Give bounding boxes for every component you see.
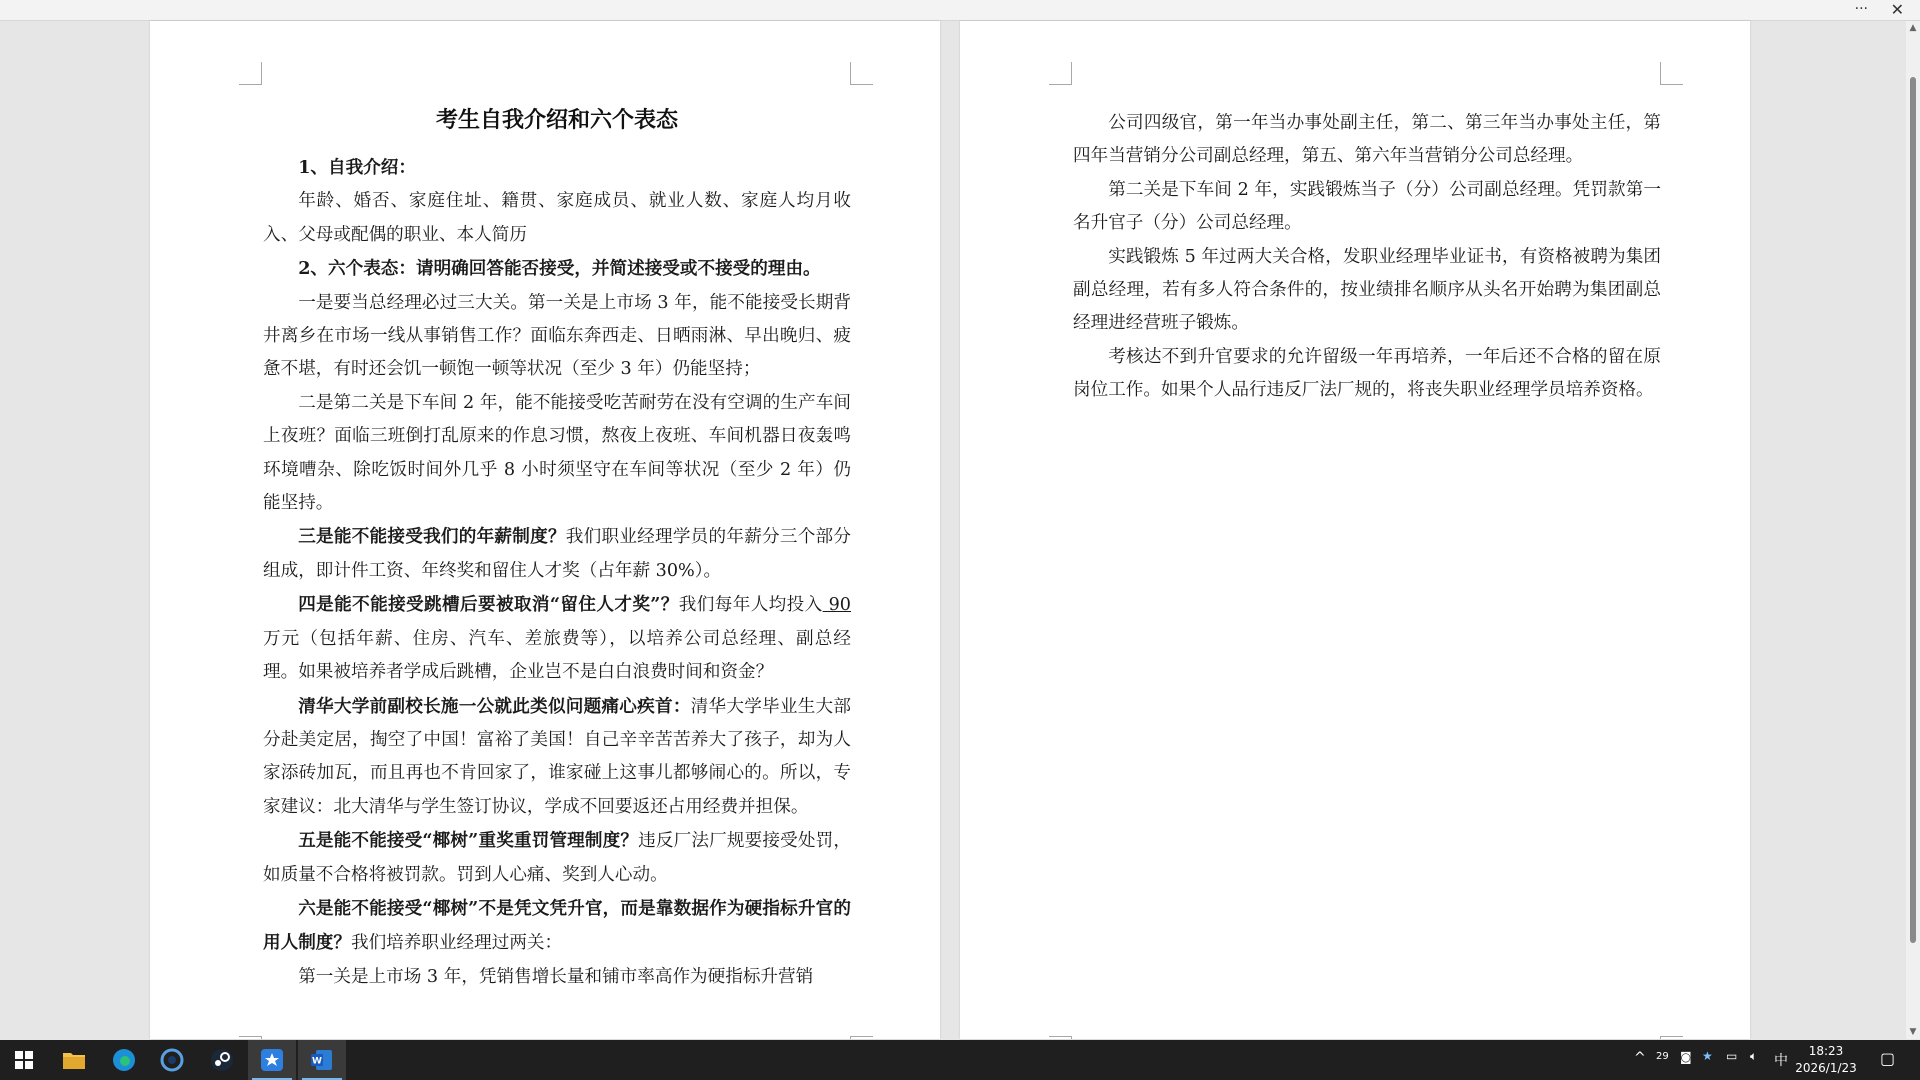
text-run: 二是第二关是下车间 2 年，能不能接受吃苦耐劳在没有空调的生产车间上夜班？面临三班倒打乱原来的作息习惯，熬夜上夜班、车间机器日夜轰鸣环境嘈杂、除吃饭时间外几乎 8 小时须坚守在车间等状况（至少 2 年）仍能坚持。: [263, 392, 851, 514]
tray-overflow-chevron-icon[interactable]: ^: [1634, 1050, 1646, 1066]
folder-icon: [62, 1050, 86, 1070]
paragraph: [263, 961, 851, 994]
text-run: 1、自我介绍：: [298, 157, 416, 178]
taskbar-steam[interactable]: [198, 1040, 246, 1080]
paragraph: [1073, 241, 1661, 341]
text-run: 违反厂法厂规要接受处罚，如质量不合格将被罚款。罚到人心痛、奖到人心动。: [263, 831, 851, 885]
page-corner-mark: [1660, 1036, 1683, 1039]
taskbar-word[interactable]: [298, 1040, 346, 1080]
edge-browser-icon: [112, 1048, 136, 1072]
paragraph: [1073, 107, 1661, 174]
page-corner-mark: [850, 1036, 873, 1039]
text-run: 五是能不能接受“椰树”重奖重罚管理制度？: [298, 830, 639, 852]
volume-icon[interactable]: 🔈︎: [1750, 1049, 1758, 1063]
text-run: 我们职业经理学员的年薪分三个部分组成，即计件工资、年终奖和留住人才奖（占年薪 30%）。: [263, 527, 851, 581]
ime-indicator[interactable]: 中: [1774, 1053, 1788, 1069]
app-circle-icon: [160, 1048, 184, 1072]
text-run: 清华大学毕业生大部分赴美定居，掏空了中国！富裕了美国！自己辛辛苦苦养大了孩子，却为人家添砖加瓦，而且再也不肯回家了，谁家碰上这事儿都够闹心的。所以，专家建议：北大清华与学生签订协议，学成不回要返还占用经费并担保。: [263, 696, 851, 817]
text-run: 年龄、婚否、家庭住址、籍贯、家庭成员、就业人数、家庭人均月收入、父母或配偶的职业、本人简历: [263, 191, 851, 245]
taskbar-app-star[interactable]: [248, 1040, 296, 1080]
paragraph: [263, 387, 851, 521]
windows-logo-icon: [15, 1051, 33, 1069]
paragraph: [263, 151, 851, 185]
paragraph: [1073, 174, 1661, 241]
paragraph: [1073, 341, 1661, 408]
close-icon[interactable]: ✕: [1890, 0, 1904, 19]
text-run: 四是能不能接受跳槽后要被取消“留住人才奖”？: [298, 594, 679, 616]
taskbar-file-explorer[interactable]: [50, 1040, 98, 1080]
paragraph: [263, 287, 851, 387]
clock-time: 18:23: [1808, 1044, 1844, 1058]
tray-badge[interactable]: 29: [1656, 1051, 1669, 1062]
text-run: 清华大学前副校长施一公就此类似问题痛心疾首：: [298, 695, 691, 717]
vertical-scrollbar[interactable]: [1906, 21, 1920, 1039]
notification-center-icon[interactable]: ▢: [1880, 1049, 1896, 1068]
start-button[interactable]: [0, 1040, 48, 1080]
tray-app-icon[interactable]: ◙: [1680, 1050, 1692, 1064]
word-icon: [310, 1048, 334, 1072]
page-1-body: [263, 85, 851, 994]
paragraph: [263, 824, 851, 892]
text-run: 考核达不到升官要求的允许留级一年再培养，一年后还不合格的留在原岗位工作。如果个人品行违反厂法厂规的，将丧失职业经理学员培养资格。: [1073, 346, 1661, 401]
page-corner-mark: [1660, 62, 1683, 85]
document-page-1: [150, 21, 940, 1039]
document-page-2: [960, 21, 1750, 1039]
network-icon[interactable]: ▭: [1726, 1049, 1738, 1063]
page-corner-mark: [239, 1036, 262, 1039]
text-run: 实践锻炼 5 年过两大关合格，发职业经理毕业证书，有资格被聘为集团副总经理，若有多人符合条件的，按业绩排名顺序从头名开始聘为集团副总经理进经营班子锻炼。: [1073, 246, 1661, 334]
taskbar-edge[interactable]: [100, 1040, 148, 1080]
text-run: 2、六个表态：请明确回答能否接受，并简述接受或不接受的理由。: [298, 258, 821, 280]
taskbar: [0, 1040, 1920, 1080]
document-title: 考生自我介绍和六个表态: [435, 107, 678, 133]
text-run: 万元（包括年薪、住房、汽车、差旅费等），以培养公司总经理、副总经理。如果被培养者学成后跳槽，企业岂不是白白浪费时间和资金？: [263, 628, 851, 683]
text-run: 一是要当总经理必过三大关。第一关是上市场 3 年，能不能接受长期背井离乡在市场一线从事销售工作？面临东奔西走、日晒雨淋、早出晚归、疲惫不堪，有时还会饥一顿饱一顿等状况（至少 3 年）仍能坚持；: [263, 292, 851, 380]
steam-icon: [210, 1048, 234, 1072]
scroll-thumb[interactable]: [1910, 77, 1916, 943]
page-corner-mark: [239, 62, 262, 85]
text-run: 三是能不能接受我们的年薪制度？: [298, 526, 566, 548]
text-run: 90: [822, 595, 851, 616]
window-title-bar: [0, 0, 1920, 21]
tray-app-star-icon[interactable]: ★: [1702, 1049, 1713, 1063]
text-run: 我们培养职业经理过两关：: [350, 933, 563, 954]
page-corner-mark: [850, 62, 873, 85]
text-run: 第二关是下车间 2 年，实践锻炼当子（分）公司副总经理。凭罚款第一名升官子（分）公司总经理。: [1073, 179, 1661, 234]
app-star-icon: [260, 1048, 284, 1072]
more-options-icon[interactable]: ···: [1854, 1, 1868, 17]
page-2-body: [1073, 107, 1661, 408]
scroll-up-arrow-icon[interactable]: ▲: [1909, 23, 1917, 33]
text-run: 六是能不能接受“椰树”不是凭文凭升官，而是靠数据作为硬指标升官的用人制度？: [263, 897, 851, 954]
system-clock[interactable]: [1786, 1043, 1866, 1077]
paragraph: [263, 588, 851, 689]
page-corner-mark: [1049, 1036, 1072, 1039]
paragraph: [263, 185, 851, 252]
paragraph: [263, 252, 851, 286]
svg-text:W: W: [312, 1056, 322, 1067]
text-run: 我们每年人均投入: [678, 595, 823, 616]
taskbar-app-circle[interactable]: [148, 1040, 196, 1080]
paragraph: [263, 892, 851, 961]
text-run: 第一关是上市场 3 年，凭销售增长量和铺市率高作为硬指标升营销: [298, 966, 814, 987]
scroll-down-arrow-icon[interactable]: ▼: [1909, 1027, 1917, 1037]
text-run: 公司四级官，第一年当办事处副主任，第二、第三年当办事处主任，第四年当营销分公司副总经理，第五、第六年当营销分公司总经理。: [1073, 113, 1661, 167]
clock-date: 2026/1/23: [1795, 1061, 1857, 1075]
page-corner-mark: [1049, 62, 1072, 85]
paragraph: [263, 520, 851, 588]
paragraph: [263, 690, 851, 825]
